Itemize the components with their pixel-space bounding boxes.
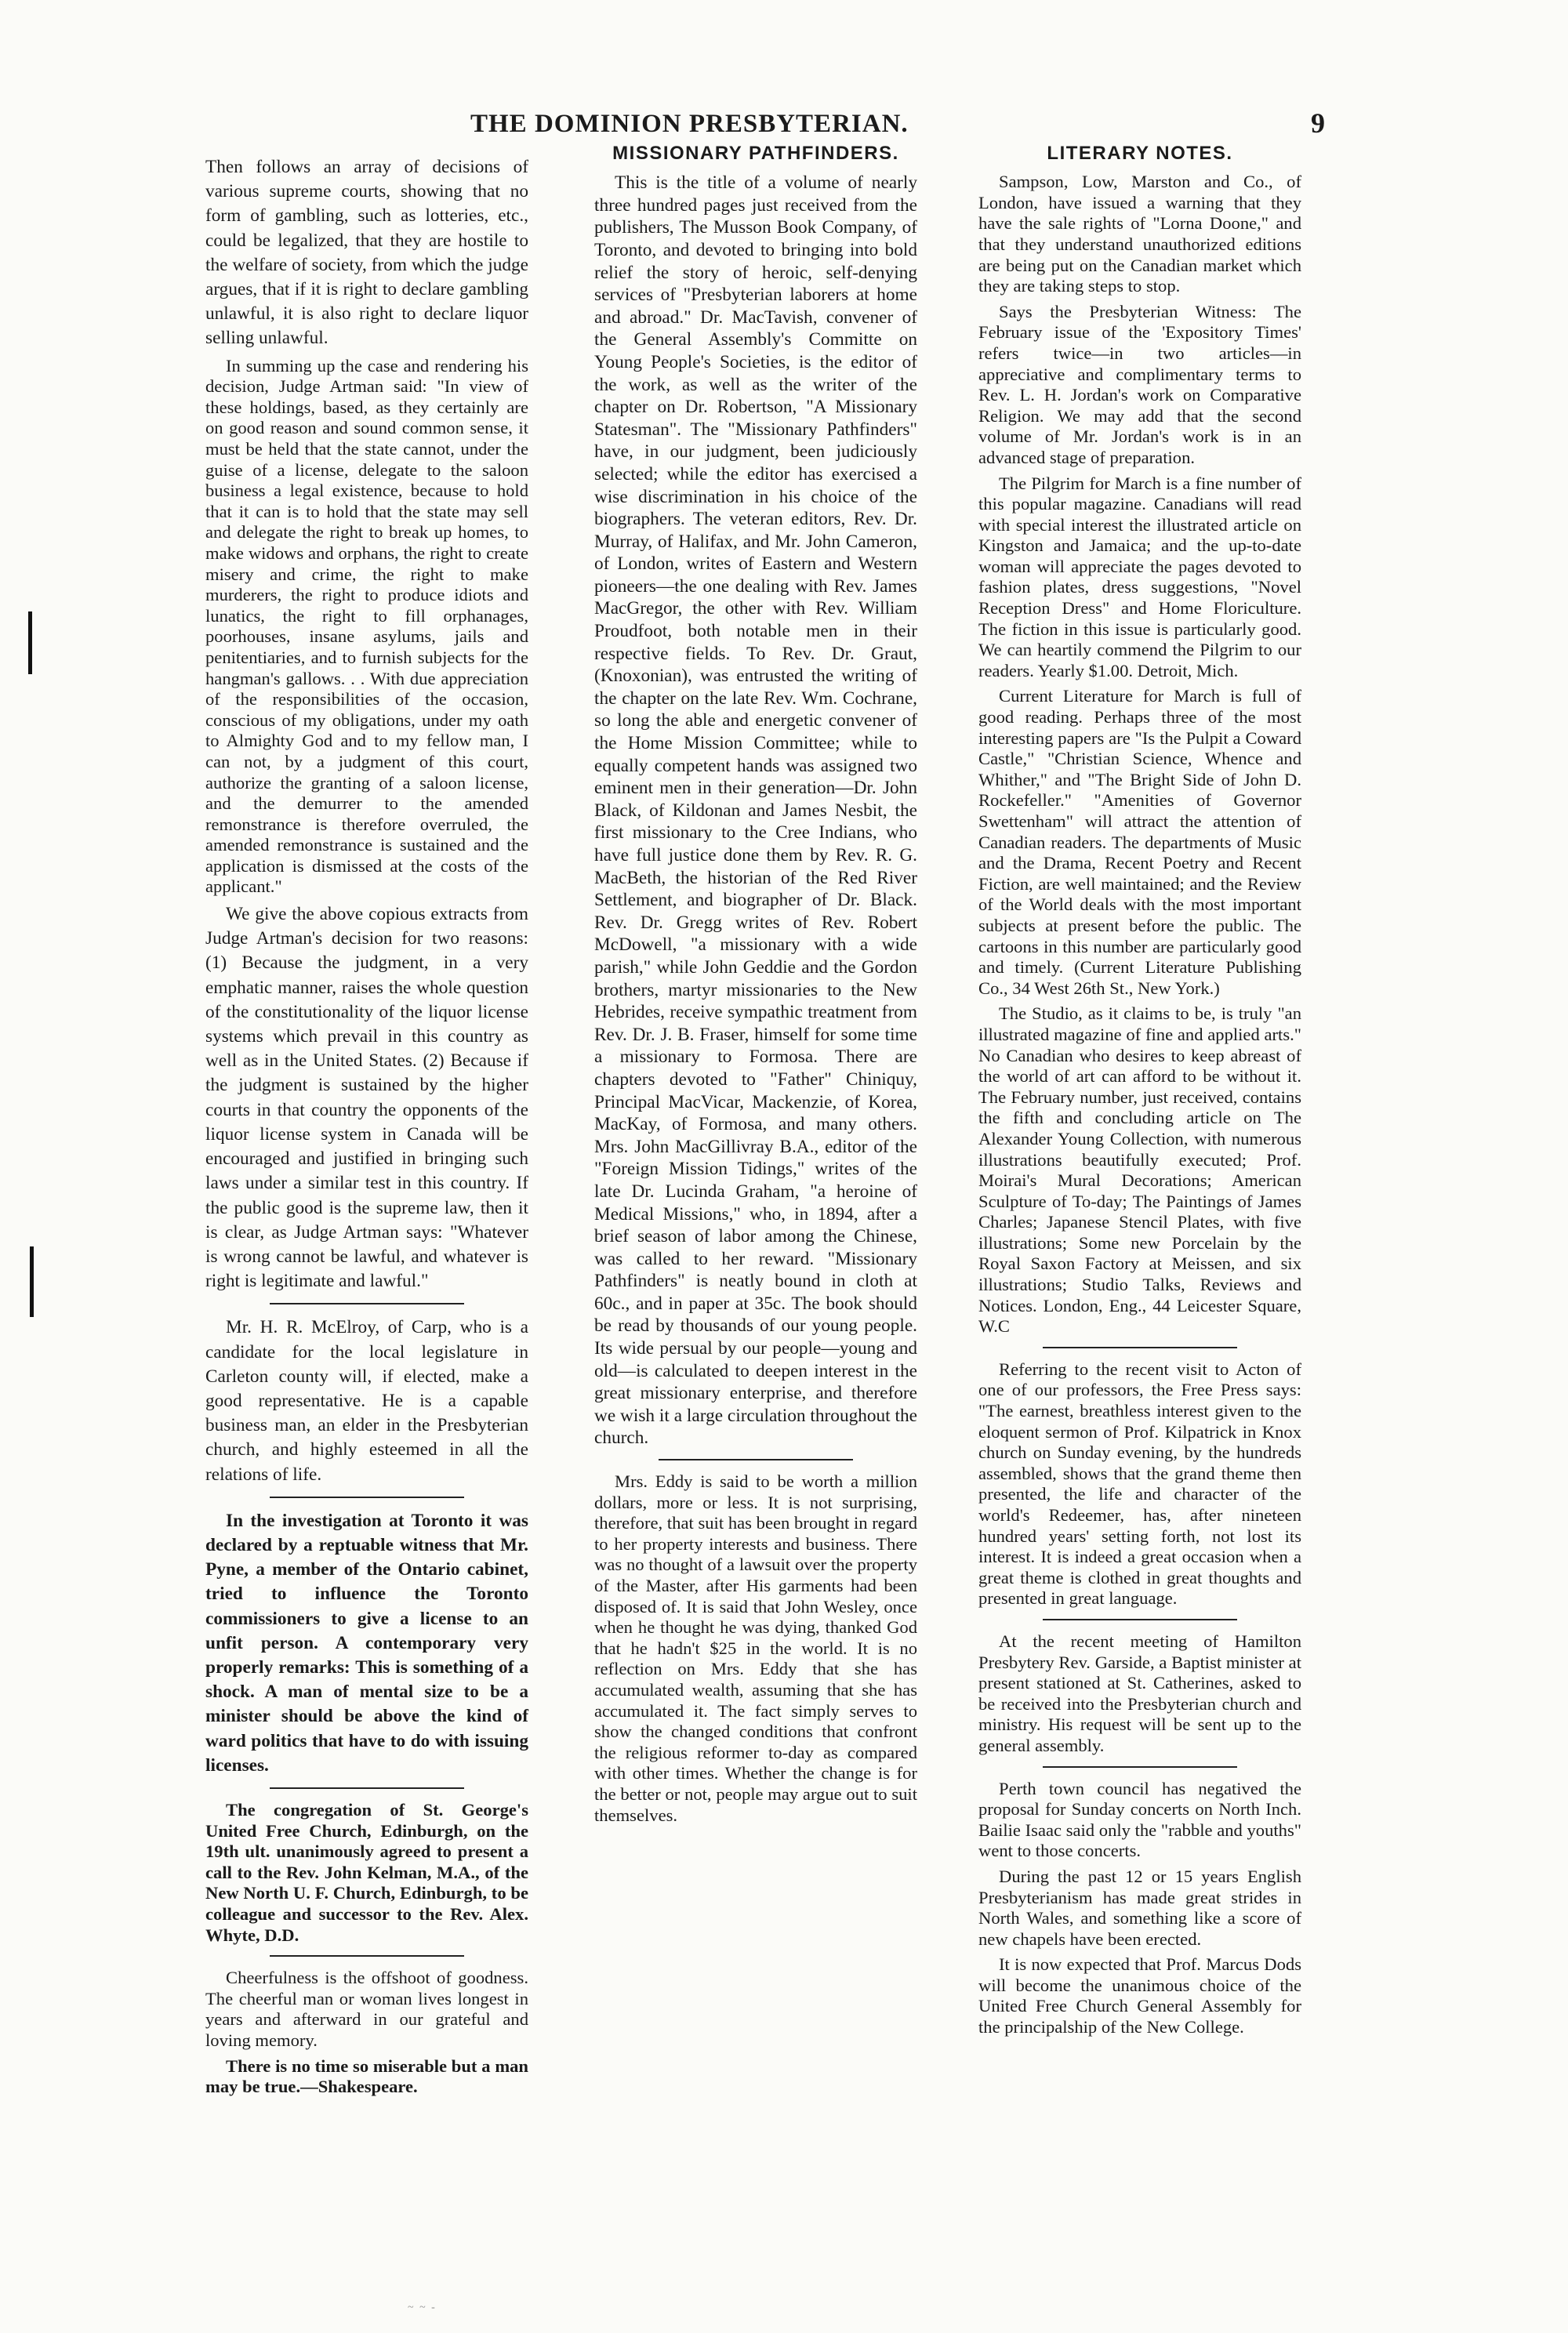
column-left [205, 155, 528, 2103]
section-heading: MISSIONARY PATHFINDERS. [612, 143, 899, 164]
article-paragraph: We give the above copious extracts from Judge Artman's decision for two reasons: (1) Because the judgment, in a very emphatic manner, raises the whole question of the constitutionality of the liquor license systems which prevail in this country as well as in the United States. (2) Because if the judgment is sustained by the higher courts in that country the opponents of the liquor license system in Canada will be encouraged and justified in bringing such laws under a similar test in this country. If the public good is the supreme law, then it is clear, as Judge Artman says: "Whatever is wrong cannot be lawful, and whatever is right is legitimate and lawful." [205, 904, 528, 1292]
article-paragraph: The congregation of St. George's United Free Church, Edinburgh, on the 19th ult. unanimously agreed to present a call to the Rev. John Kelman, M.A., of the New North U. F. Church, Edinburgh, to be colleague and successor to the Rev. Alex. Whyte, D.D. [205, 1799, 528, 1945]
article-paragraph: Referring to the recent visit to Acton of one of our professors, the Free Press says: "The earnest, breathless interest given to the eloquent sermon of Prof. Kilpatrick in Knox church on Sunday evening, by the hundreds assembled, shows that the grand theme then presented, the life and character of the world's Redeemer, has, after nineteen hundred years' setting forth, not lost its interest. It is indeed a great occasion when a great theme is clothed in great thoughts and presented in great language. [978, 1359, 1301, 1609]
quotation: There is no time so miserable but a man may be true.—Shakespeare. [205, 2055, 528, 2097]
divider-rule [270, 1303, 463, 1304]
article-paragraph: It is now expected that Prof. Marcus Dods will become the unanimous choice of the United Free Church General Assembly for the principalship of the New College. [978, 1954, 1301, 2037]
column-middle [594, 143, 917, 1830]
article-paragraph: Sampson, Low, Marston and Co., of London, have issued a warning that they have the sale rights of "Lorna Doone," and that they understand unauthorized editions are being put on the Canadian market which they are taking steps to stop. [978, 172, 1301, 296]
article-paragraph: Current Literature for March is full of good reading. Perhaps three of the most interesting papers are "Is the Pulpit a Coward Castle," "Christian Science, Whence and Whither," and "The Bright Side of John D. Rockefeller." "Amenities of Governor Swettenham" will attract the attention of Canadian readers. The departments of Music and the Drama, Recent Poetry and Recent Fiction, are well maintained; and the Review of the World deals with the most important subjects at present before the public. The cartoons in this number are particularly good and timely. (Current Literature Publishing Co., 34 West 26th St., New York.) [978, 686, 1301, 998]
article-paragraph: The Studio, as it claims to be, is truly "an illustrated magazine of fine and applied arts." No Canadian who desires to keep abreast of the world of art can afford to be without it. The February number, just received, contains the fifth and concluding article on The Alexander Young Collection, with numerous illustrations beautifully executed; Prof. Moirai's Mural Decorations; American Sculpture of To-day; The Paintings of James Charles; Japanese Stencil Plates, with five illustrations; Some new Porcelain by the Royal Saxon Factory at Meissen, and six illustrations; Studio Talks, Reviews and Notices. London, Eng., 44 Leicester Square, W.C [978, 1003, 1301, 1337]
divider-rule [270, 1955, 463, 1957]
footer-smudge: ~ ~ - [408, 2302, 437, 2313]
article-paragraph: Cheerfulness is the offshoot of goodness. The cheerful man or woman lives longest in years and afterward in our grateful and loving memory. [205, 1968, 528, 2050]
article-paragraph: Perth town council has negatived the proposal for Sunday concerts on North Inch. Bailie Isaac said only the "rabble and youths" went to those concerts. [978, 1778, 1301, 1861]
article-paragraph: During the past 12 or 15 years English Presbyterianism has made great strides in North Wales, and something like a score of new chapels have been erected. [978, 1866, 1301, 1949]
section-heading: LITERARY NOTES. [1047, 143, 1233, 164]
article-paragraph: The Pilgrim for March is a fine number of this popular magazine. Canadians will read with special interest the illustrated article on Kingston and Jamaica; and the up-to-date woman will appreciate the pages devoted to fashion plates, dress suggestions, "Novel Reception Dress" and Home Floriculture. The fiction in this issue is particularly good. We can heartily commend the Pilgrim to our readers. Yearly $1.00. Detroit, Mich. [978, 473, 1301, 680]
article-paragraph: In summing up the case and rendering his decision, Judge Artman said: "In view of these holdings, based, as they certainly are on good reason and sound common sense, it must be held that the state cannot, under the guise of a license, delegate to the saloon business a legal existence, because to hold that it can is to hold that the state may sell and delegate the right to break up homes, to make widows and orphans, the right to create misery and crime, the right to make murderers, the right to produce idiots and lunatics, the right to fill orphanages, poorhouses, insane asylums, jails and penitentiaries, and to furnish subjects for the hangman's gallows. . . With due appreciation of the responsibilities of the occasion, conscious of my obligations, under my oath to Almighty God and to my fellow man, I can not, by a judgment of this court, authorize the granting of a saloon license, and the demurrer to the amended remonstrance is therefore overruled, the amended remonstrance is sustained and the application is dismissed at the costs of the applicant." [205, 355, 528, 897]
running-title: THE DOMINION PRESBYTERIAN. [470, 110, 909, 138]
divider-rule [270, 1787, 463, 1789]
article-paragraph: Says the Presbyterian Witness: The February issue of the 'Expository Times' refers twice—in two articles—in appreciative and complimentary terms to Rev. L. H. Jordan's work on Comparative Religion. We may add that the second volume of Mr. Jordan's work is in an advanced stage of preparation. [978, 301, 1301, 467]
page-number: 9 [1311, 107, 1325, 139]
divider-rule [659, 1459, 852, 1460]
margin-mark-bottom [30, 1246, 34, 1317]
article-paragraph: In the investigation at Toronto it was declared by a reptuable witness that Mr. Pyne, a member of the Ontario cabinet, tried to influence the Toronto commissioners to give a license to an unfit person. A contemporary very properly remarks: This is something of a shock. A man of mental size to be a minister should be above the kind of ward politics that have to do with issuing licenses. [205, 1510, 528, 1776]
margin-mark-top [28, 611, 32, 674]
article-paragraph: Mr. H. R. McElroy, of Carp, who is a candidate for the local legislature in Carleton county will, if elected, make a good representative. He is a capable business man, an elder in the Presbyterian church, and highly esteemed in all the relations of life. [205, 1317, 528, 1485]
column-right [978, 143, 1301, 2043]
divider-rule [1043, 1347, 1236, 1348]
divider-rule [1043, 1766, 1236, 1768]
article-paragraph: At the recent meeting of Hamilton Presbytery Rev. Garside, a Baptist minister at present stationed at St. Catherines, asked to be received into the Presbyterian church and ministry. His request will be sent up to the general assembly. [978, 1631, 1301, 1755]
divider-rule [270, 1497, 463, 1498]
article-paragraph: Then follows an array of decisions of various supreme courts, showing that no form of gambling, such as lotteries, etc., could be legalized, that they are hostile to the welfare of society, from which the judge argues, that if it is right to declare gambling unlawful, it is also right to declare liquor selling unlawful. [205, 157, 528, 349]
article-paragraph: This is the title of a volume of nearly three hundred pages just received from the publishers, The Musson Book Company, of Toronto, and devoted to bringing into bold relief the story of heroic, self-denying services of "Presbyterian laborers at home and abroad." Dr. MacTavish, convener of the General Assembly's Committe on Young People's Societies, is the editor of the work, as well as the writer of the chapter on Dr. Robertson, "A Missionary Statesman". The "Missionary Pathfinders" have, in our judgment, been judiciously selected; while the editor has exercised a wise discrimination in his choice of the biographers. The veteran editors, Rev. Dr. Murray, of Halifax, and Mr. John Cameron, of London, writes of Eastern and Western pioneers—the one dealing with Rev. James MacGregor, the other with Rev. William Proudfoot, both notable men in their respective fields. To Rev. Dr. Graut, (Knoxonian), was entrusted the writing of the chapter on the late Rev. Wm. Cochrane, so long the able and energetic convener of the Home Mission Committee; while to equally competent hands was assigned two eminent men in their generation—Dr. John Black, of Kildonan and James Nesbit, the first missionary to the Cree Indians, who have full justice done them by Rev. R. G. MacBeth, the historian of the Red River Settlement, and biographer of Dr. Black. Rev. Dr. Gregg writes of Rev. Robert McDowell, "a missionary with a wide parish," while John Geddie and the Gordon brothers, martyr missionaries to the New Hebrides, receive sympathic treatment from Rev. Dr. J. B. Fraser, himself for some time a missionary to Formosa. There are chapters devoted to "Father" Chiniquy, Principal MacVicar, Mackenzie, of Korea, MacKay, of Formosa, and many others. Mrs. John MacGillivray B.A., editor of the "Foreign Mission Tidings," writes of the late Dr. Lucinda Graham, "a heroine of Medical Missions," who, in 1894, after a brief season of labor among the Chinese, was called to her reward. "Missionary Pathfinders" is neatly bound in cloth at 60c., and in paper at 35c. The book should be read by thousands of our young people. Its wide persual by our people—young and old—is calculated to deepen interest in the great missionary enterprise, and therefore we wish it a large circulation throughout the church. [594, 172, 917, 1449]
article-paragraph: Mrs. Eddy is said to be worth a million dollars, more or less. It is not surprising, therefore, that suit has been brought in regard to her property interests and business. There was no thought of a lawsuit over the property of the Master, after His garments had been disposed of. It is said that John Wesley, once when he thought he was dying, thanked God that he hadn't $25 in the world. It is no reflection on Mrs. Eddy that she has accumulated wealth, assuming that she has accumulated it. The fact simply serves to show the changed conditions that confront the religious reformer to-day as compared with other times. Whether the change is for the better or not, people may argue out to suit themselves. [594, 1471, 917, 1825]
divider-rule [1043, 1619, 1236, 1620]
